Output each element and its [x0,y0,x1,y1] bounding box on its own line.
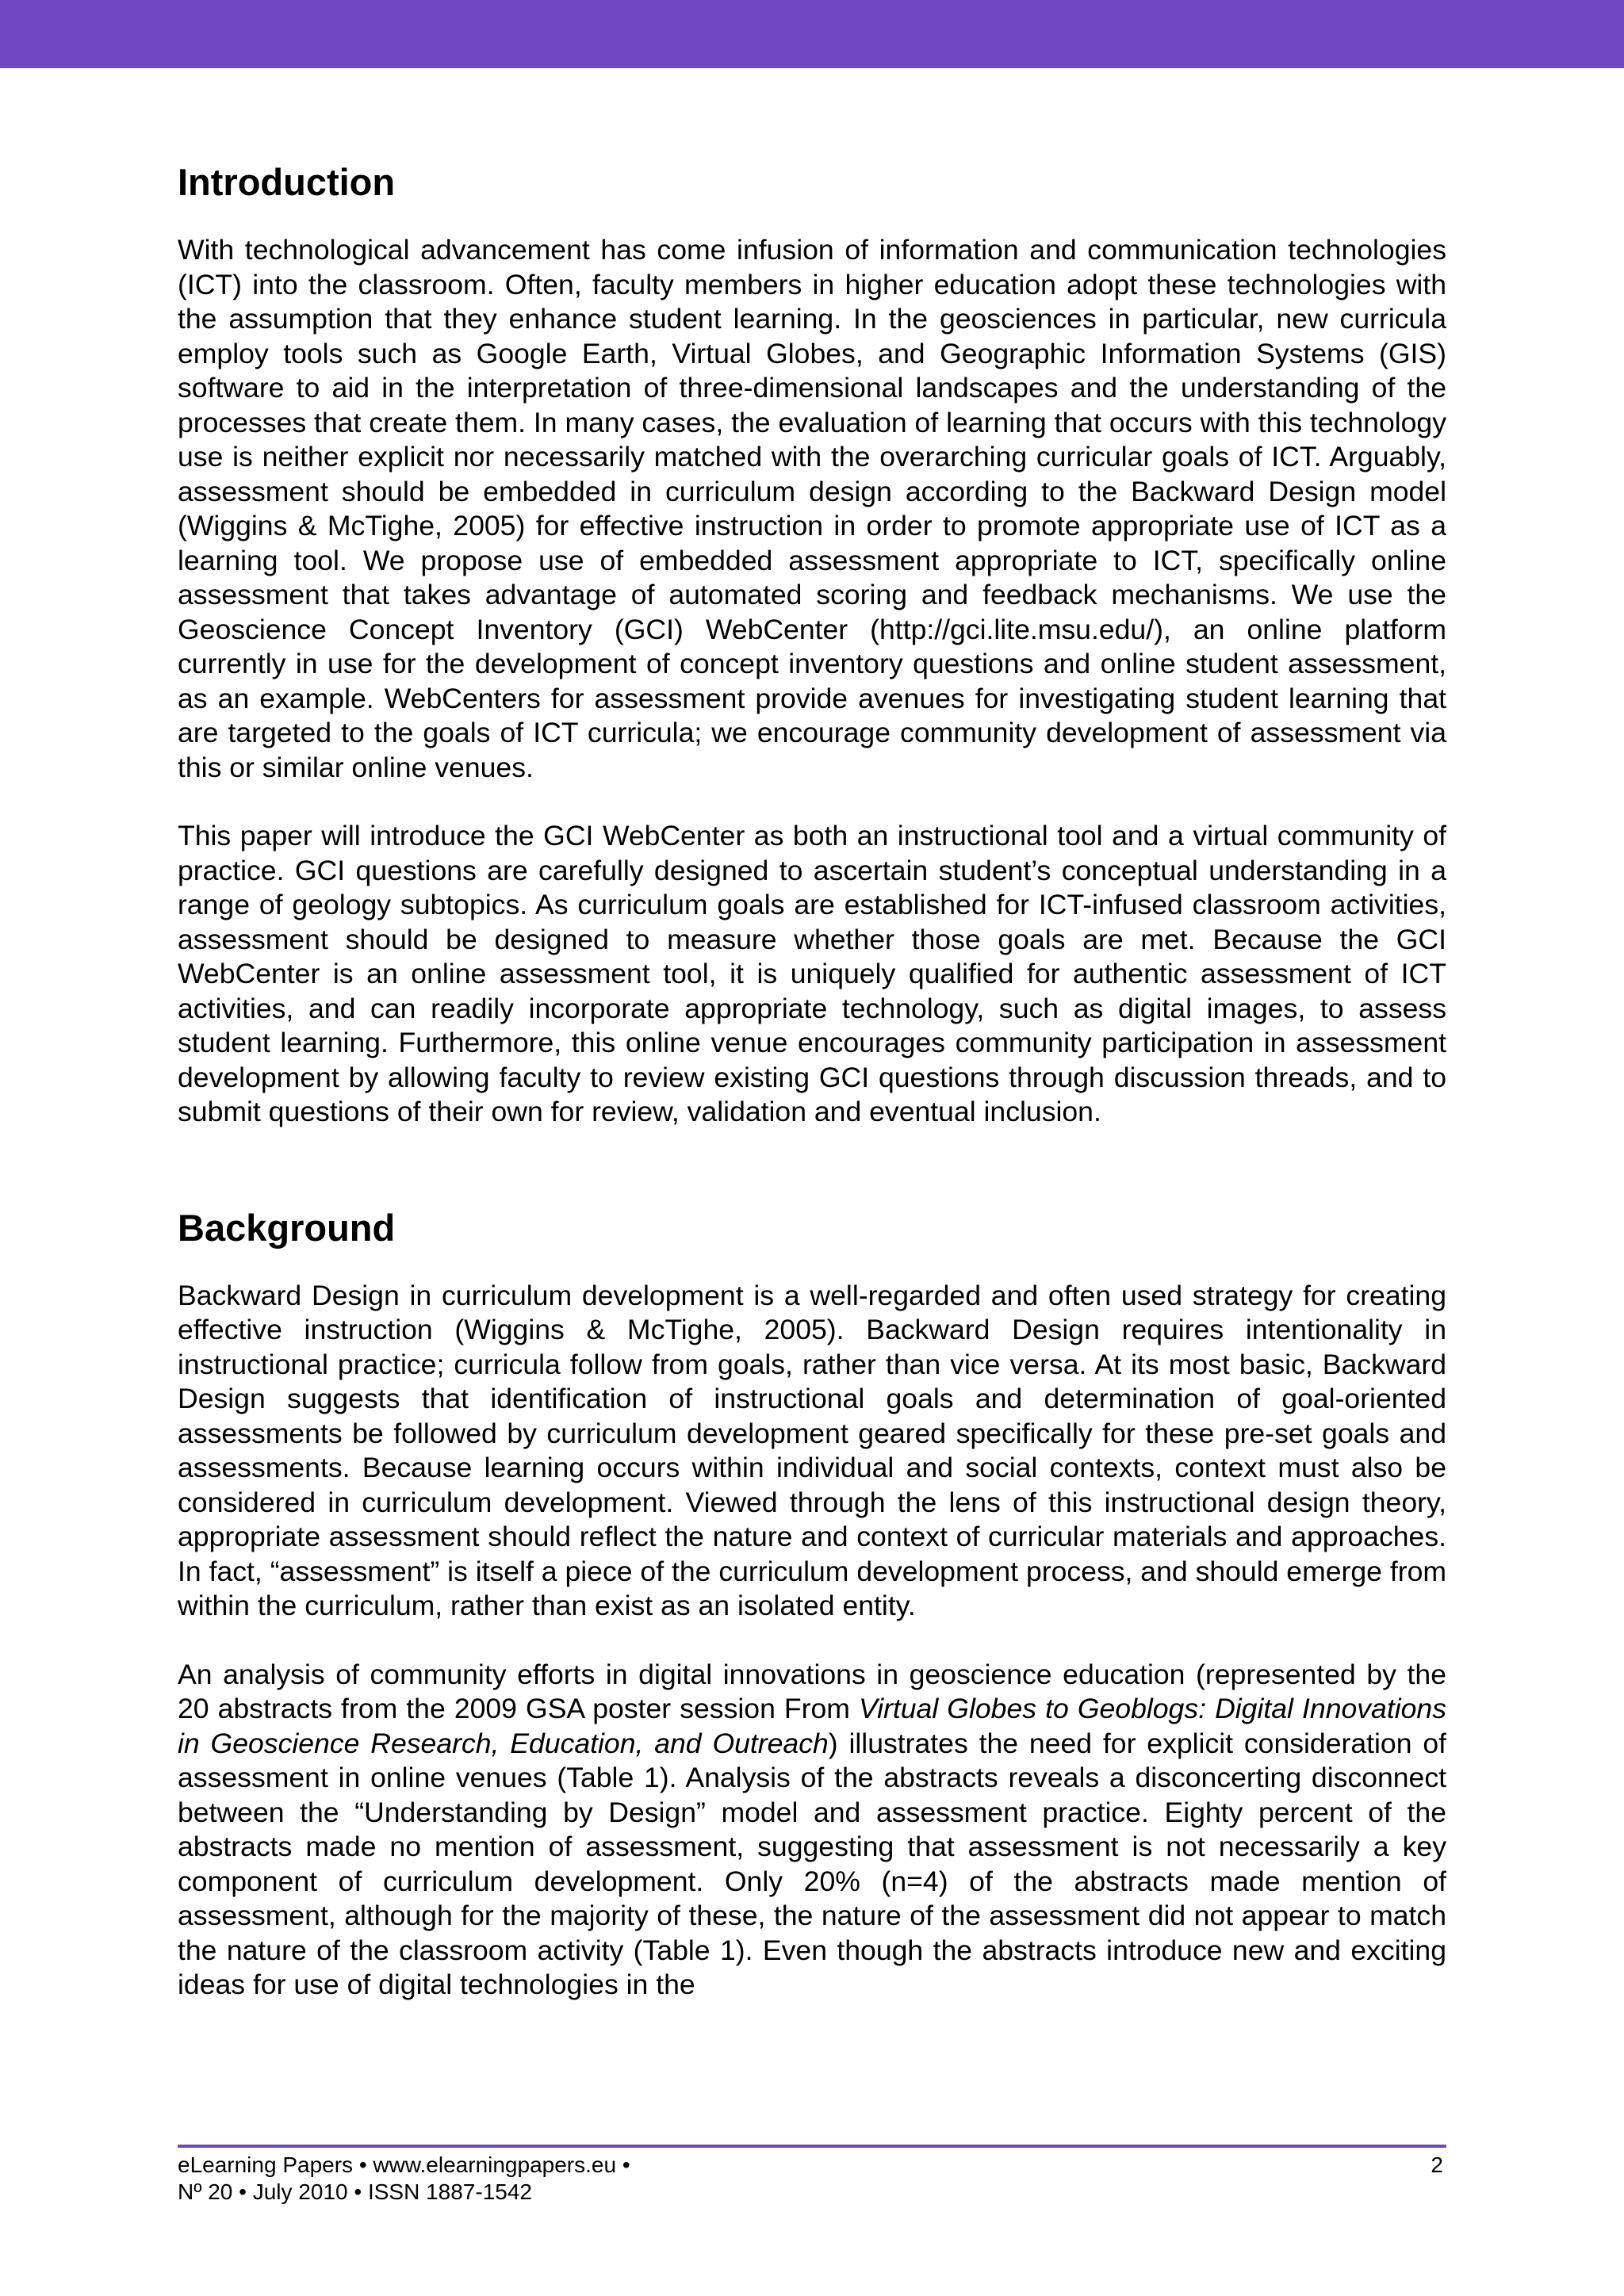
analysis-text-start: An analysis of community efforts in digital innovations in geoscience education (represented by the 20 abstracts from the 2009 GSA poster session From [178,1658,1446,1724]
article-body [178,159,1446,2037]
section-heading-introduction: Introduction [178,161,396,203]
introduction-paragraph-1: With technological advancement has come infusion of information and communication technologies (ICT) into the classroom. Often, faculty members in higher education adopt these technologies with the assumption that they enhance student learning. In the geosciences in particular, new curricula employ tools such as Google Earth, Virtual Globes, and Geographic Information Systems (GIS) software to aid in the interpretation of three-dimensional landscapes and the understanding of the processes that create them. In many cases, the evaluation of learning that occurs with this technology use is neither explicit nor necessarily matched with the overarching curricular goals of ICT. Arguably, assessment should be embedded in curriculum design according to the Backward Design model (Wiggins & McTighe, 2005) for effective instruction in order to promote appropriate use of ICT as a learning tool. We propose use of embedded assessment appropriate to ICT, specifically online assessment that takes advantage of automated scoring and feedback mechanisms. We use the Geoscience Concept Inventory (GCI) WebCenter (http://gci.lite.msu.edu/), an online platform currently in use for the development of concept inventory questions and online student assessment, as an example. WebCenters for assessment provide avenues for investigating student learning that are targeted to the goals of ICT curricula; we encourage community development of assessment via this or similar online venues. [178,234,1446,783]
background-paragraph-1: Backward Design in curriculum development is a well-regarded and often used strategy for creating effective instruction (Wiggins & McTighe, 2005). Backward Design requires intentionality in instructional practice; curricula follow from goals, rather than vice versa. At its most basic, Backward Design suggests that identification of instructional goals and determination of goal-oriented assessments be followed by curriculum development geared specifically for these pre-set goals and assessments. Because learning occurs within individual and social contexts, context must also be considered in curriculum development. Viewed through the lens of this instructional design theory, appropriate assessment should reflect the nature and context of curricular materials and approaches. In fact, “assessment” is itself a piece of the curriculum development process, and should emerge from within the curriculum, rather than exist as an isolated entity. [178,1279,1446,1621]
section-heading-background: Background [178,1206,396,1249]
session-title: Virtual Globes to Geoblogs: Digital Innovations in Geoscience Research, Education, and Outreach [178,1693,1446,1759]
introduction-paragraph-2: This paper will introduce the GCI WebCenter as both an instructional tool and a virtual community of practice. GCI questions are carefully designed to ascertain student’s conceptual understanding in a range of geology subtopics. As curriculum goals are established for ICT-infused classroom activities, assessment should be designed to measure whether those goals are met. Because the GCI WebCenter is an online assessment tool, it is uniquely qualified for authentic assessment of ICT activities, and can readily incorporate appropriate technology, such as digital images, to assess student learning. Furthermore, this online venue encourages community participation in assessment development by allowing faculty to review existing GCI questions through discussion threads, and to submit questions of their own for review, validation and eventual inclusion. [178,820,1446,1127]
top-color-band [0,0,1624,68]
footer-issue-line: Nº 20 • July 2010 • ISSN 1887-1542 [178,2179,532,2204]
background-paragraph-2 [178,1658,1446,2003]
footer-publication-line: eLearning Papers • www.elearningpapers.eu • [178,2152,630,2177]
page-number: 2 [1431,2152,1443,2177]
analysis-text-end: ) illustrates the need for explicit consideration of assessment in online venues (Table 1). Analysis of the abstracts reveals a disconcerting disconnect between the “Understanding by Design” model and assessment practice. Eighty percent of the abstracts made no mention of assessment, suggesting that assessment is not necessarily a key component of curriculum development. Only 20% (n=4) of the abstracts made mention of assessment, although for the majority of these, the nature of the assessment did not appear to match the nature of the classroom activity (Table 1). Even though the abstracts introduce new and exciting ideas for use of digital technologies in the [178,1727,1447,2000]
footer [178,2152,1446,2206]
section-spacer [178,1164,1446,1204]
footer-divider [178,2145,1446,2148]
